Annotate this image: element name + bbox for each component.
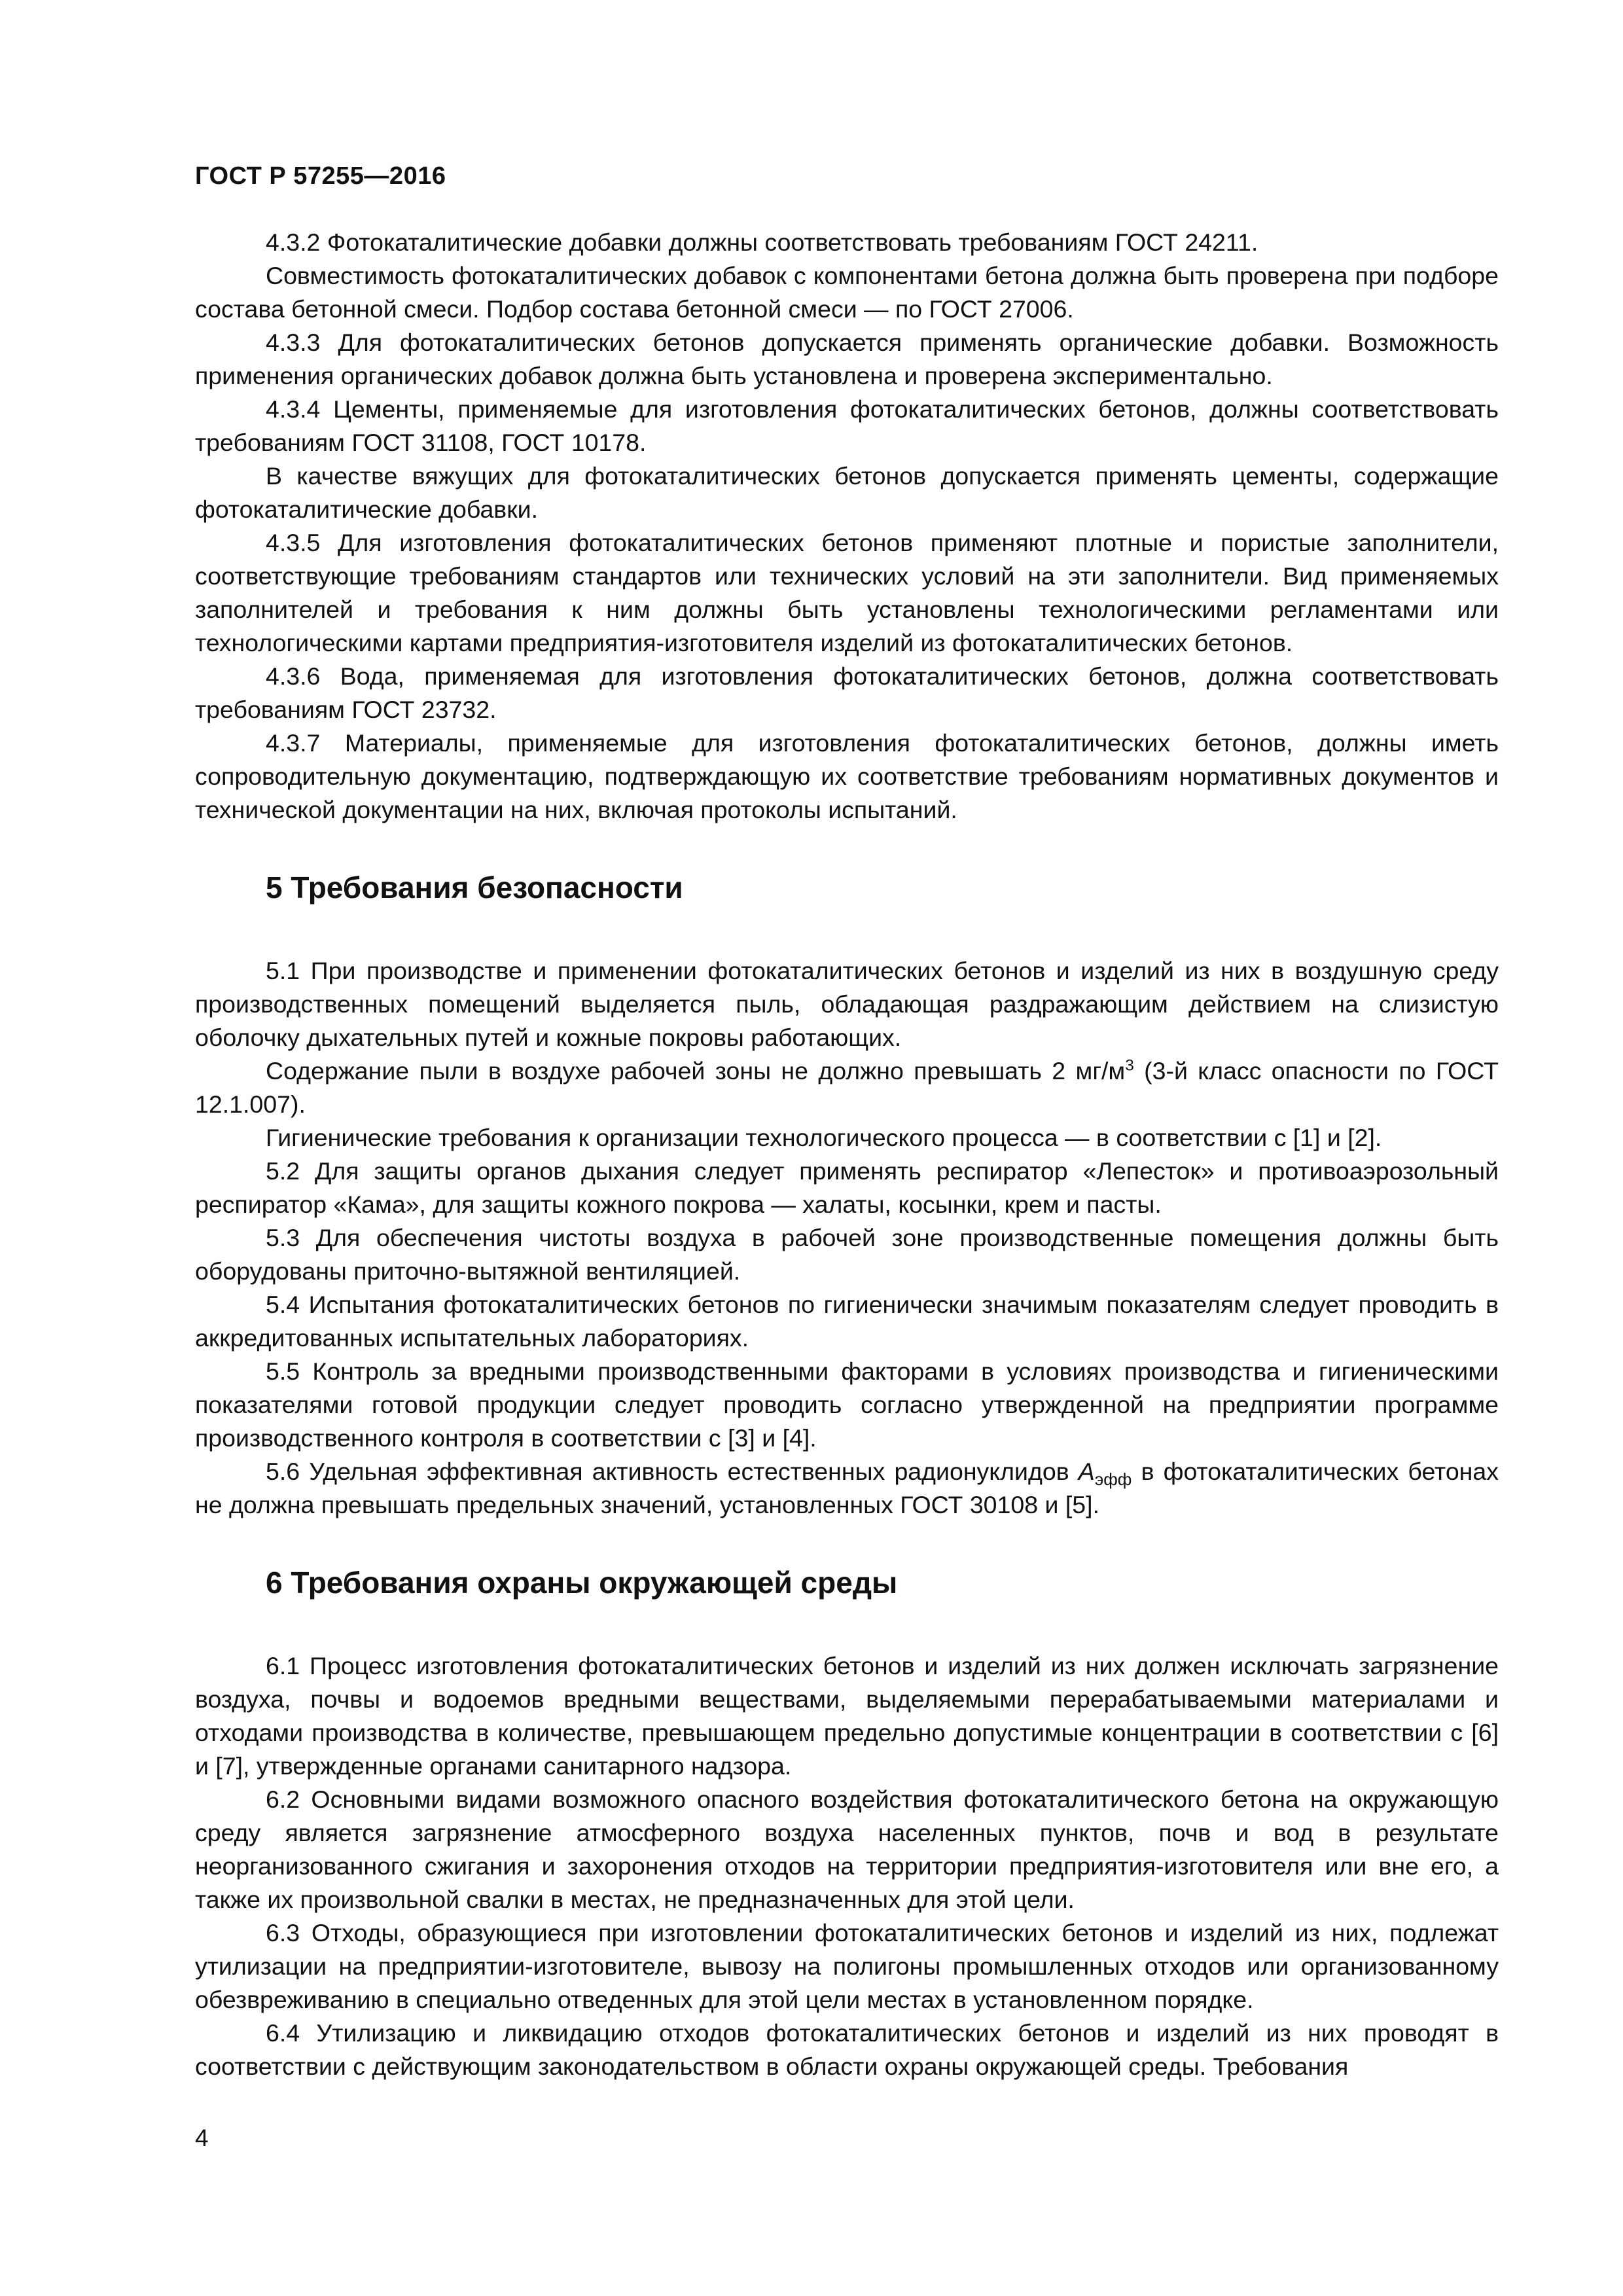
paragraph-5-1: 5.1 При производстве и применении фотокаталитических бетонов и изделий из них в воздушную среду производственных помещений выделяется пыль, обладающая раздражающим действием на слизистую оболочку дыхательных путей и кожные покровы работающих. <box>195 957 1499 1051</box>
document-body <box>195 226 1499 2083</box>
paragraph-compatibility: Совместимость фотокаталитических добавок с компонентами бетона должна быть проверена при подборе состава бетонной смеси. Подбор состава бетонной смеси — по ГОСТ 27006. <box>195 262 1499 323</box>
activity-subscript: эфф <box>1094 1469 1132 1489</box>
paragraph-6-4: 6.4 Утилизацию и ликвидацию отходов фотокаталитических бетонов и изделий из них проводят в соответствии с действующим законодательством в области охраны окружающей среды. Требования <box>195 2019 1499 2080</box>
paragraph-6-3: 6.3 Отходы, образующиеся при изготовлении фотокаталитических бетонов и изделий из них, подлежат утилизации на предприятии-изготовителе, вывозу на полигоны промышленных отходов или организованному обезвреживанию в специально отведенных для этой цели местах в установленном порядке. <box>195 1919 1499 2013</box>
paragraph-6-2: 6.2 Основными видами возможного опасного воздействия фотокаталитического бетона на окружающую среду является загрязнение атмосферного воздуха населенных пунктов, почв и вод в результате неорганизованного сжигания и захоронения отходов на территории предприятия-изготовителя или вне его, а также их произвольной свалки в местах, не предназначенных для этой цели. <box>195 1785 1499 1913</box>
paragraph-5-3: 5.3 Для обеспечения чистоты воздуха в рабочей зоне производственные помещения должны быть оборудованы приточно-вытяжной вентиляцией. <box>195 1224 1499 1285</box>
paragraph-5-2: 5.2 Для защиты органов дыхания следует применять респиратор «Лепесток» и противоаэрозольный респиратор «Кама», для защиты кожного покрова — халаты, косынки, крем и пасты. <box>195 1157 1499 1218</box>
section-6-heading: 6 Требования охраны окружающей среды <box>266 1566 898 1600</box>
activity-variable: A <box>1078 1458 1095 1485</box>
paragraph-5-6 <box>195 1455 1499 1522</box>
activity-text-b: в фотокаталитических бетонах не должна превышать предельных значений, установленных ГОСТ 30108 и [5]. <box>195 1458 1499 1518</box>
paragraph-4-3-5: 4.3.5 Для изготовления фотокаталитических бетонов применяют плотные и пористые заполнители, соответствующие требованиям стандартов или технических условий на эти заполнители. Вид применяемых заполнителей и требования к ним должны быть установлены технологическими регламентами или технологическими картами предприятия-изготовителя изделий из фотокаталитических бетонов. <box>195 529 1499 656</box>
paragraph-dust-content <box>195 1054 1499 1121</box>
cubic-superscript: 3 <box>1125 1056 1134 1075</box>
dust-text-a: Содержание пыли в воздухе рабочей зоны не должно превышать 2 мг/м <box>266 1057 1126 1085</box>
paragraph-4-3-2: 4.3.2 Фотокаталитические добавки должны соответствовать требованиям ГОСТ 24211. <box>266 228 1258 256</box>
dust-text-b: (3-й класс опасности по ГОСТ 12.1.007). <box>195 1057 1499 1118</box>
paragraph-6-1: 6.1 Процесс изготовления фотокаталитических бетонов и изделий из них должен исключать загрязнение воздуха, почвы и водоемов вредными веществами, выделяемыми перерабатываемыми материалами и отходами производства в количестве, превышающем предельно допустимые концентрации в соответствии с [6] и [7], утвержденные органами санитарного надзора. <box>195 1652 1499 1780</box>
paragraph-4-3-3: 4.3.3 Для фотокаталитических бетонов допускается применять органические добавки. Возможность применения органических добавок должна быть установлена и проверена экспериментально. <box>195 329 1499 389</box>
paragraph-5-4: 5.4 Испытания фотокаталитических бетонов по гигиенически значимым показателям следует проводить в аккредитованных испытательных лабораториях. <box>195 1291 1499 1352</box>
paragraph-binders: В качестве вяжущих для фотокаталитических бетонов допускается применять цементы, содержащие фотокаталитические добавки. <box>195 462 1499 523</box>
paragraph-hygiene: Гигиенические требования к организации технологического процесса — в соответствии с [1] и [2]. <box>266 1124 1382 1151</box>
activity-text-a: 5.6 Удельная эффективная активность естественных радионуклидов <box>266 1458 1079 1485</box>
page-number: 4 <box>195 2125 209 2151</box>
paragraph-4-3-7: 4.3.7 Материалы, применяемые для изготовления фотокаталитических бетонов, должны иметь сопроводительную документацию, подтверждающую их соответствие требованиям нормативных документов и технической документации на них, включая протоколы испытаний. <box>195 729 1499 823</box>
document-header: ГОСТ Р 57255—2016 <box>195 162 446 190</box>
paragraph-4-3-6: 4.3.6 Вода, применяемая для изготовления фотокаталитических бетонов, должна соответствовать требованиям ГОСТ 23732. <box>195 662 1499 723</box>
paragraph-4-3-4: 4.3.4 Цементы, применяемые для изготовления фотокаталитических бетонов, должны соответствовать требованиям ГОСТ 31108, ГОСТ 10178. <box>195 395 1499 456</box>
section-5-heading: 5 Требования безопасности <box>266 870 683 905</box>
paragraph-5-5: 5.5 Контроль за вредными производственными факторами в условиях производства и гигиеническими показателями готовой продукции следует проводить согласно утвержденной на предприятии программе производственного контроля в соответствии с [3] и [4]. <box>195 1357 1499 1452</box>
